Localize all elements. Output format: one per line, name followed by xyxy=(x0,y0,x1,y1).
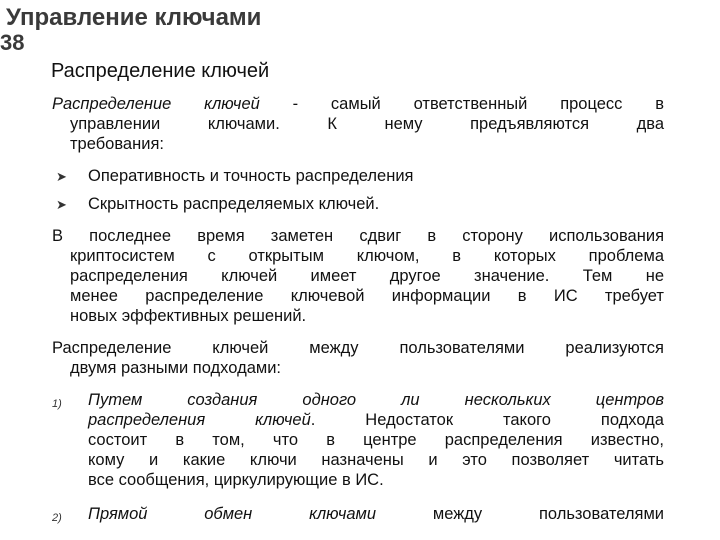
section-title: Распределение ключей xyxy=(51,60,270,82)
approaches-line: Распределение ключей между пользователями реализуются xyxy=(52,339,664,357)
item-line: кому и какие ключи назначены и это позволяет читать xyxy=(88,451,664,469)
bullet-item xyxy=(52,194,664,214)
intro-line-2: управлении ключами. К нему предъявляются два xyxy=(70,115,664,133)
item-number: 1) xyxy=(52,398,62,410)
item-italic-text: Прямой обмен ключами xyxy=(88,505,377,523)
slide-number: 38 xyxy=(0,30,25,55)
item-rest-text: между пользователями xyxy=(432,505,665,523)
item-italic-text: распределения ключей xyxy=(88,411,311,429)
intro-line-3: требования: xyxy=(70,135,164,153)
item-rest-text: . Недостаток такого подхода xyxy=(310,411,664,429)
bullet-text: Оперативность и точность распределения xyxy=(88,167,414,185)
item-line: состоит в том, что в центре распределения известно, xyxy=(88,431,664,449)
item-line: Путем создания одного ли нескольких центров xyxy=(88,391,664,409)
bullet-text: Скрытность распределяемых ключей. xyxy=(88,195,380,213)
numbered-item xyxy=(52,390,664,490)
intro-line-1 xyxy=(52,94,664,114)
content-body xyxy=(52,94,664,538)
approaches-line: двумя разными подходами: xyxy=(70,359,282,377)
item-line: все сообщения, циркулирующие в ИС. xyxy=(88,471,384,489)
intro-rest-1: - самый ответственный процесс в xyxy=(259,95,664,113)
shift-line: криптосистем с открытым ключом, в которых проблема xyxy=(70,247,664,265)
arrowhead-bullet-icon: ➤ xyxy=(56,197,67,212)
shift-line: В последнее время заметен сдвиг в сторону использования xyxy=(52,227,664,245)
item-line xyxy=(88,410,664,430)
shift-line: новых эффективных решений. xyxy=(70,307,307,325)
header-title: Управление ключами xyxy=(6,4,262,31)
intro-term: Распределение ключей xyxy=(52,95,260,113)
intro-paragraph xyxy=(52,94,664,154)
item-line xyxy=(88,504,664,524)
item-number: 2) xyxy=(52,512,62,524)
shift-line: менее распределение ключевой информации в ИС требует xyxy=(70,287,664,305)
bullet-item xyxy=(52,166,664,186)
numbered-item xyxy=(52,504,664,524)
arrowhead-bullet-icon: ➤ xyxy=(56,169,67,184)
shift-line: распределения ключей имеет другое значение. Тем не xyxy=(70,267,664,285)
shift-paragraph xyxy=(52,226,664,326)
approaches-paragraph xyxy=(52,338,664,378)
